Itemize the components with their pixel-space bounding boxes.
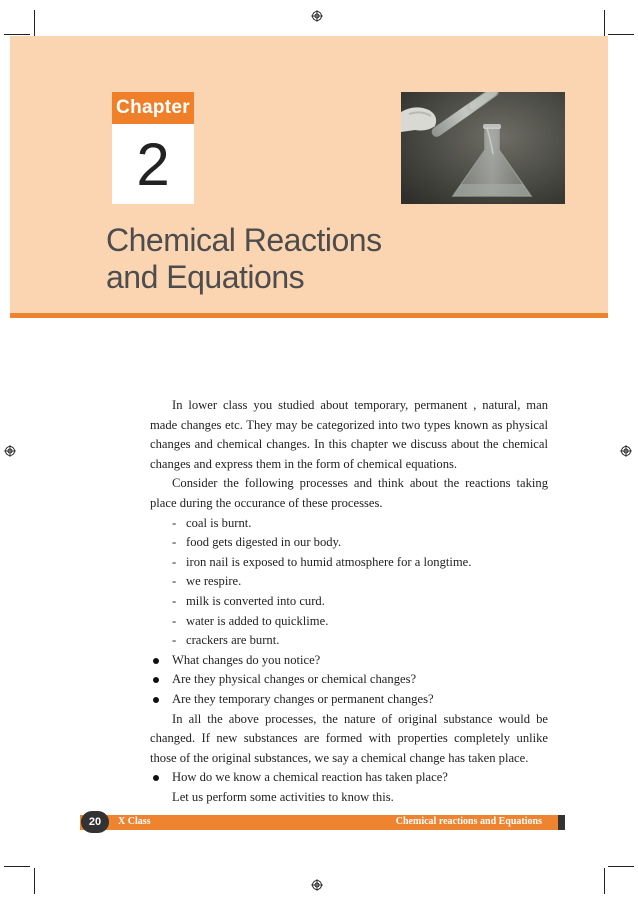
chapter-label: Chapter	[112, 92, 194, 124]
list-item: - coal is burnt.	[172, 514, 548, 534]
crop-mark-icon	[4, 866, 30, 867]
crop-mark-icon	[604, 10, 605, 36]
crop-mark-icon	[604, 868, 605, 894]
processes-intro: Consider the following processes and think about the reactions taking place during the occurance of these processes.	[150, 476, 548, 510]
list-item: - iron nail is exposed to humid atmosphere for a longtime.	[172, 553, 548, 573]
crop-mark-icon	[608, 34, 634, 35]
title-line-1: Chemical Reactions	[106, 222, 382, 258]
registration-mark-icon	[311, 10, 323, 22]
list-item: - crackers are burnt.	[172, 631, 548, 651]
title-line-2: and Equations	[106, 259, 305, 295]
test-tube-flask-illustration	[401, 92, 565, 204]
registration-mark-icon	[4, 445, 16, 457]
chapter-photo	[401, 92, 565, 204]
intro-paragraph: In lower class you studied about temporary, permanent , natural, man made changes etc. They may be categorized into two types known as physical changes and chemical changes. In this chapter we discuss about the chemical changes and express them in the form of chemical equations.	[150, 398, 548, 471]
process-list	[150, 514, 548, 651]
list-item: - water is added to quicklime.	[172, 612, 548, 632]
footer-chapter-label: Chemical reactions and Equations	[395, 816, 542, 827]
list-item: - food gets digested in our body.	[172, 533, 548, 553]
conclusion-paragraph: In all the above processes, the nature of original substance would be changed. If new substances are formed with properties completely unlike those of the original substances, we say a chemical change has taken place.	[150, 711, 548, 765]
question-list	[150, 651, 548, 710]
chapter-number: 2	[112, 124, 194, 204]
chapter-title	[106, 222, 526, 296]
list-item: - we respire.	[172, 572, 548, 592]
crop-mark-icon	[608, 866, 634, 867]
registration-mark-icon	[620, 445, 632, 457]
crop-mark-icon	[34, 868, 35, 894]
crop-mark-icon	[34, 10, 35, 36]
list-item: - milk is converted into curd.	[172, 592, 548, 612]
page-number: 20	[81, 811, 109, 833]
footer-class-label: X Class	[118, 816, 151, 827]
list-item: Are they physical changes or chemical changes?	[150, 670, 548, 690]
crop-mark-icon	[4, 34, 30, 35]
list-item: How do we know a chemical reaction has taken place?	[150, 768, 548, 788]
header-divider	[10, 313, 608, 318]
list-item: Are they temporary changes or permanent changes?	[150, 690, 548, 710]
footer-end-block	[558, 815, 565, 830]
body-text	[150, 396, 548, 807]
registration-mark-icon	[311, 879, 323, 891]
activity-intro: Let us perform some activities to know this.	[172, 789, 394, 804]
list-item: What changes do you notice?	[150, 651, 548, 671]
question-list-2	[150, 768, 548, 788]
